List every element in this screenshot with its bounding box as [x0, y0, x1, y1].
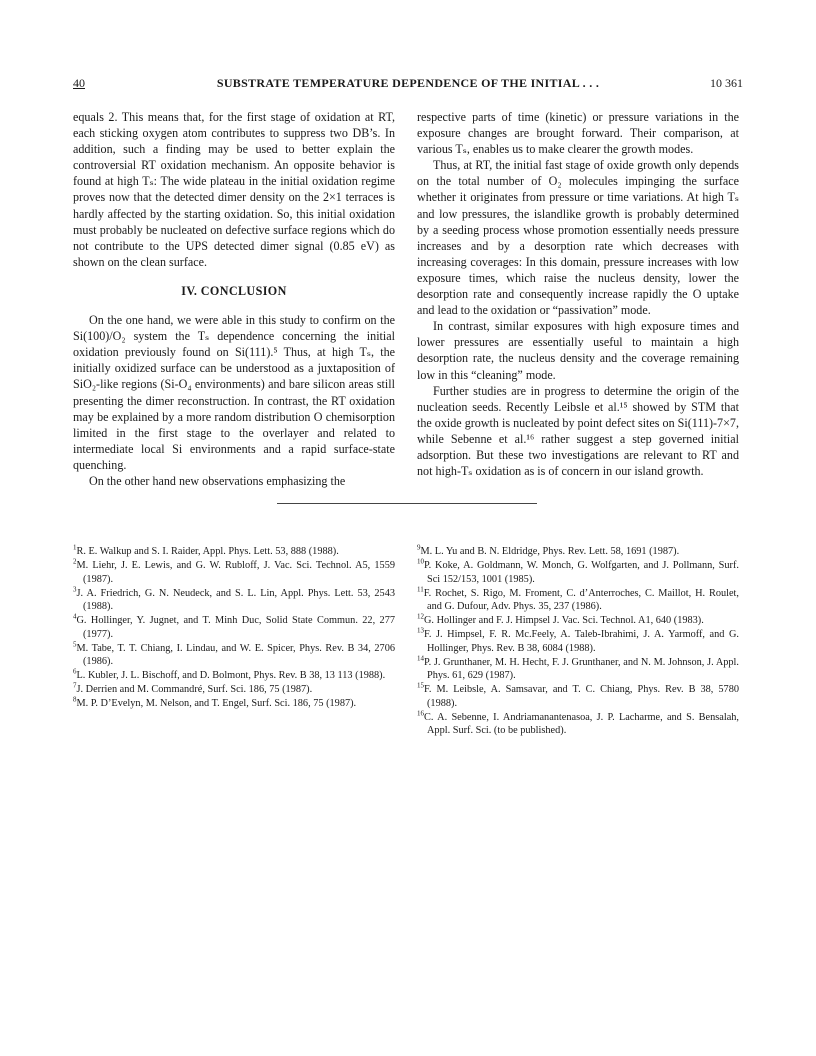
paragraph: respective parts of time (kinetic) or pressure variations in the exposure changes are brought forward. Their comparison, at various Tₛ, enables us to make clearer the growth modes. — [417, 110, 739, 157]
reference-number: 10 — [417, 557, 424, 566]
paragraph: In contrast, similar exposures with high exposure times and lower pressures are essentially useful to maintain a high desorption rate, the nucleus density and the coverage remaining low in this “cleaning” mode. — [417, 319, 739, 382]
reference-text: J. A. Friedrich, G. N. Neudeck, and S. L. Lin, Appl. Phys. Lett. 53, 2543 (1988). — [76, 587, 395, 612]
reference-number: 4 — [73, 612, 77, 621]
reference-text: R. E. Walkup and S. I. Raider, Appl. Phys. Lett. 53, 888 (1988). — [76, 546, 339, 557]
volume-page: 10 361 — [710, 76, 743, 90]
reference-item — [417, 614, 739, 627]
page-header — [73, 76, 743, 92]
reference-number: 3 — [73, 585, 77, 594]
reference-text: M. Tabe, T. T. Chiang, I. Lindau, and W. E. Spicer, Phys. Rev. B 34, 2706 (1986). — [76, 642, 395, 667]
reference-text: J. Derrien and M. Commandré, Surf. Sci. 186, 75 (1987). — [76, 684, 313, 696]
reference-number: 2 — [73, 557, 77, 566]
right-column — [417, 109, 739, 479]
reference-text: F. J. Himpsel, F. R. Mc.Feely, A. Taleb-Ibrahimi, J. A. Yarmoff, and G. Hollinger, Phys. Rev. B 38, 6084 (1988). — [424, 629, 739, 654]
reference-text: C. A. Sebenne, I. Andriamanantenasoa, J. P. Lacharme, and S. Bensalah, Appl. Surf. Sci. (to be published). — [424, 711, 739, 737]
reference-item — [73, 545, 395, 558]
page-number: 40 — [73, 76, 85, 90]
left-column — [73, 109, 395, 489]
reference-number: 9 — [417, 543, 421, 552]
reference-item — [73, 614, 395, 641]
reference-item — [73, 559, 395, 586]
reference-item — [73, 669, 395, 682]
reference-text: P. Koke, A. Goldmann, W. Monch, G. Wolfgarten, and J. Pollmann, Surf. Sci 152/153, 1001 (1985). — [424, 560, 739, 585]
reference-text: M. P. D’Evelyn, M. Nelson, and T. Engel, Surf. Sci. 186, 75 (1987). — [76, 698, 357, 710]
reference-number: 5 — [73, 640, 77, 649]
reference-number: 7 — [73, 681, 77, 690]
paragraph: Thus, at RT, the initial fast stage of oxide growth only depends on the total number of O₂ molecules impinging the surface whether it originates from pressure or time variations. At high Tₛ and low pressures, the islandlike growth is probably determined by a seeding process whose promotion essentially needs pressure increases and by a desorption rate which decreases with increasing coverages: In this domain, pressure increases with low exposure times, which raise the nucleus density, lower the desorption rate and consequently increase rapidly the O uptake and lead to the oxidation or “passivation” mode. — [417, 158, 739, 318]
reference-item — [417, 559, 739, 586]
references-left — [73, 545, 395, 711]
reference-number: 11 — [417, 585, 424, 594]
reference-number: 16 — [417, 709, 424, 718]
reference-number: 13 — [417, 626, 424, 635]
reference-text: F. M. Leibsle, A. Samsavar, and T. C. Chiang, Phys. Rev. B 38, 5780 (1988). — [424, 684, 739, 709]
paragraph: equals 2. This means that, for the first stage of oxidation at RT, each sticking oxygen atom contributes to suppress two DB’s. In addition, such a finding may be used to better explain the controversial RT oxidation mechanism. An opposite behavior is found at high Tₛ: The wide plateau in the initial oxidation regime proves now that the detected dimer density on the 2×1 terraces is hardly affected by the starting oxidation. So, this initial oxidation must probably be nucleated on defective surface regions which do not contribute to the UPS detected dimer signal (0.85 eV) as shown on the clean surface. — [73, 110, 395, 269]
reference-item — [73, 587, 395, 614]
reference-item — [417, 545, 739, 558]
references-right — [417, 545, 739, 738]
reference-text: G. Hollinger and F. J. Himpsel J. Vac. Sci. Technol. A1, 640 (1983). — [424, 615, 704, 627]
reference-item — [417, 656, 739, 683]
reference-text: M. Liehr, J. E. Lewis, and G. W. Rubloff, J. Vac. Sci. Technol. A5, 1559 (1987). — [76, 560, 395, 585]
reference-item — [73, 683, 395, 696]
reference-number: 6 — [73, 667, 77, 676]
reference-text: G. Hollinger, Y. Jugnet, and T. Minh Duc, Solid State Commun. 22, 277 (1977). — [76, 615, 395, 640]
reference-item — [73, 642, 395, 669]
reference-item — [417, 628, 739, 655]
reference-text: M. L. Yu and B. N. Eldridge, Phys. Rev. Lett. 58, 1691 (1987). — [420, 546, 680, 557]
section-title: IV. CONCLUSION — [181, 283, 287, 298]
paragraph: On the other hand new observations emphasizing the — [89, 473, 346, 488]
reference-item — [417, 683, 739, 710]
reference-number: 12 — [417, 612, 424, 621]
paragraph: On the one hand, we were able in this study to confirm on the Si(100)/O₂ system the Tₛ dependence concerning the initial oxidation previously found on Si(111).⁵ Thus, at high Tₛ, the initially oxidized surface can be understood as a juxtaposition of SiO₂-like regions (Si-O₄ environments) and bare silicon areas still presenting the dimer reconstruction. In contrast, the RT oxidation may be explained by a more random distribution O chemisorption limited in the first stage to the overlayer and related to intermediate local Si environments and a rapid surface-state quenching. — [73, 313, 395, 472]
reference-text: L. Kubler, J. L. Bischoff, and D. Bolmont, Phys. Rev. B 38, 13 113 (1988). — [76, 670, 386, 682]
reference-text: F. Rochet, S. Rigo, M. Froment, C. d’Anterroches, C. Maillot, H. Roulet, and G. Dufour, Adv. Phys. 35, 237 (1986). — [423, 587, 739, 612]
reference-item — [73, 697, 395, 710]
reference-text: P. J. Grunthaner, M. H. Hecht, F. J. Grunthaner, and N. M. Johnson, J. Appl. Phys. 61, 629 (1987). — [424, 656, 739, 682]
running-title: SUBSTRATE TEMPERATURE DEPENDENCE OF THE INITIAL . . . — [216, 76, 600, 90]
reference-number: 1 — [73, 543, 77, 552]
section-divider — [277, 503, 537, 504]
reference-item — [417, 711, 739, 738]
reference-number: 14 — [417, 654, 424, 663]
reference-item — [417, 587, 739, 614]
reference-number: 8 — [73, 695, 77, 704]
paragraph: Further studies are in progress to determine the origin of the nucleation seeds. Recently Leibsle et al.¹⁵ showed by STM that the oxide growth is nucleated by point defect sites on Si(111)-7×7, while Sebenne et al.¹⁶ rather suggest a step governed initial adsorption. But these two investigations are relevant to RT and not high-Tₛ oxidation as is of concern in our island growth. — [417, 383, 739, 479]
reference-number: 15 — [417, 681, 424, 690]
